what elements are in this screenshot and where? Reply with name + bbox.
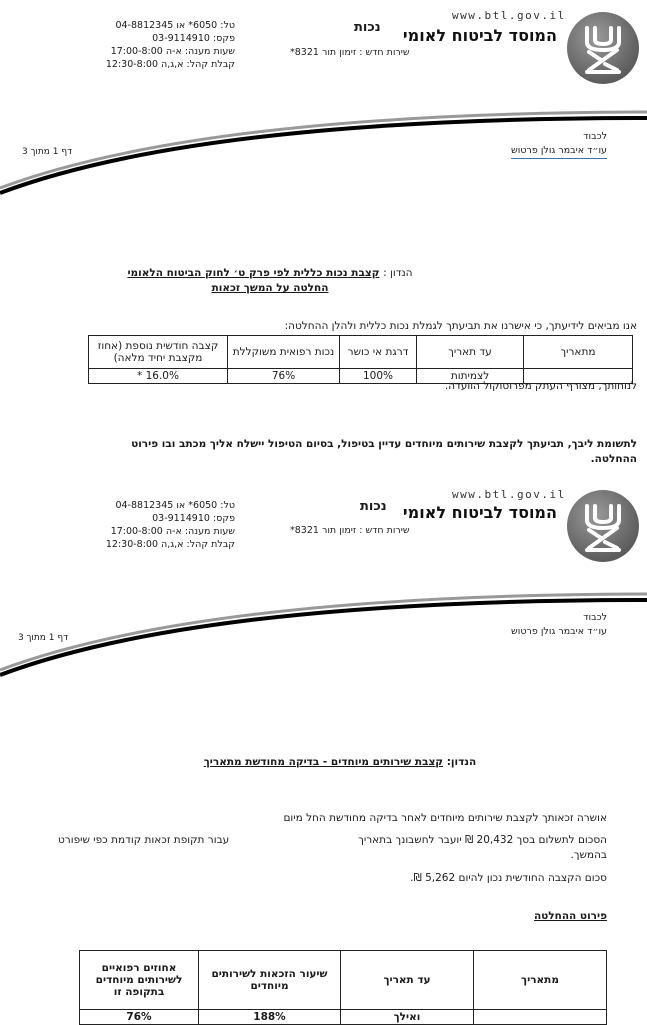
service-line: שירות חדש : זימון תור 8321* — [290, 525, 410, 536]
subject-title: קצבת שירותים מיוחדים - בדיקה מחודשת מתאריך — [203, 756, 444, 768]
recipient-block — [511, 130, 607, 159]
contact-hours: שעות מענה: א-ה 17:00-8:00 — [110, 46, 235, 57]
website-url[interactable]: www.btl.gov.il — [452, 488, 566, 501]
payment-text: הסכום לתשלום בסך 20,432 ₪ יועבר לחשבונך בתאריך — [358, 834, 607, 846]
contact-block — [85, 499, 235, 551]
contact-hours: שעות מענה: א-ה 17:00-8:00 — [110, 526, 235, 537]
subject-line-2: החלטה על המשך זכאות — [211, 282, 329, 294]
special-services-table — [79, 950, 607, 1025]
contact-block — [85, 19, 235, 71]
org-name: המוסד לביטוח לאומי — [402, 503, 557, 522]
table-header-row — [89, 336, 633, 369]
protocol-note: לנוחותך, מצורף העתק מפרוטוקול הוועדה. — [444, 380, 637, 392]
contact-reception: קבלת קהל: א,ג,ה 12:30-8:00 — [105, 59, 235, 70]
btl-logo-icon — [567, 490, 639, 562]
contact-phone: טל: 6050* או 04-8812345 — [115, 500, 235, 511]
subject-prefix: הנדון : — [383, 267, 413, 279]
contact-fax: פקס: 03-9114910 — [152, 33, 235, 44]
cell-to-date: לצמיתות — [417, 369, 524, 384]
recipient-name: עו״ד איבמר גולן פרטוש — [511, 144, 607, 159]
attention-note: לתשומת ליבך, תביעתך לקצבת שירותים מיוחדים עדיין בטיפול, בסיום הטיפול יישלח אליך מכתב ובו פירוט ההחלטה. — [131, 438, 637, 465]
cell-incapacity: 100% — [340, 369, 417, 384]
table-row — [80, 1010, 607, 1025]
salutation: לכבוד — [583, 131, 607, 142]
recipient-block — [511, 611, 607, 639]
table-header-row — [80, 951, 607, 1010]
intro-text: אנו מביאים לידיעתך, כי אישרנו את תביעתך לגמלת נכות כללית ולהלן ההחלטה: — [284, 320, 637, 332]
payment-continuation: בהמשך. — [570, 849, 607, 861]
header-cell: אחוזים רפואיים לשירותים מיוחדים בתקופה זו — [80, 951, 199, 1010]
details-title: פירוט ההחלטה — [533, 910, 607, 922]
header-cell: עד תאריך — [417, 336, 524, 369]
contact-reception: קבלת קהל: א,ג,ה 12:30-8:00 — [105, 539, 235, 550]
btl-logo-icon — [567, 12, 639, 84]
subject-line-1: קצבת נכות כללית לפי פרק ט׳ לחוק הביטוח הלאומי — [127, 267, 380, 279]
decision-table — [88, 335, 633, 384]
subject-block — [160, 755, 520, 770]
cell-extra: 16.0% * — [89, 369, 228, 384]
contact-fax: פקס: 03-9114910 — [152, 513, 235, 524]
service-line: שירות חדש : זימון תור 8321* — [290, 47, 410, 58]
recipient-name: עו״ד איבמר גולן פרטוש — [511, 626, 607, 637]
website-url[interactable]: www.btl.gov.il — [452, 9, 566, 22]
department-label: נכות — [360, 499, 387, 514]
header-cell: מתאריך — [474, 951, 607, 1010]
header-cell: דרגת אי כושר — [340, 336, 417, 369]
cell-entitlement-rate: 188% — [199, 1010, 341, 1025]
header-cell: עד תאריך — [341, 951, 474, 1010]
department-label: נכות — [354, 20, 381, 35]
cell-medical: 76% — [228, 369, 340, 384]
approval-text: אושרה זכאותך לקצבת שירותים מיוחדים לאחר בדיקה מחודשת החל מיום — [283, 812, 607, 824]
org-name: המוסד לביטוח לאומי — [402, 26, 557, 45]
header-cell: קצבה חודשית נוספת (אחוז מקצבת יחיד מלאה) — [89, 336, 228, 369]
payment-period-text: עבור תקופת זכאות קודמת כפי שיפורט — [58, 834, 230, 846]
contact-phone: טל: 6050* או 04-8812345 — [115, 20, 235, 31]
page-number: דף 1 מתוך 3 — [22, 147, 73, 157]
cell-medical-percent: 76% — [80, 1010, 199, 1025]
header-cell: מתאריך — [524, 336, 633, 369]
header-cell: נכות רפואית משוקללת — [228, 336, 340, 369]
subject-block — [120, 266, 420, 296]
cell-to-date: ואילך — [341, 1010, 474, 1025]
subject-prefix: הנדון: — [446, 756, 477, 768]
monthly-amount-text: סכום הקצבה החודשית נכון להיום 5,262 ₪. — [410, 872, 607, 884]
salutation: לכבוד — [583, 612, 607, 623]
page-number: דף 1 מתוך 3 — [18, 633, 69, 643]
header-cell: שיעור הזכאות לשירותים מיוחדים — [199, 951, 341, 1010]
cell-from-date — [474, 1010, 607, 1025]
